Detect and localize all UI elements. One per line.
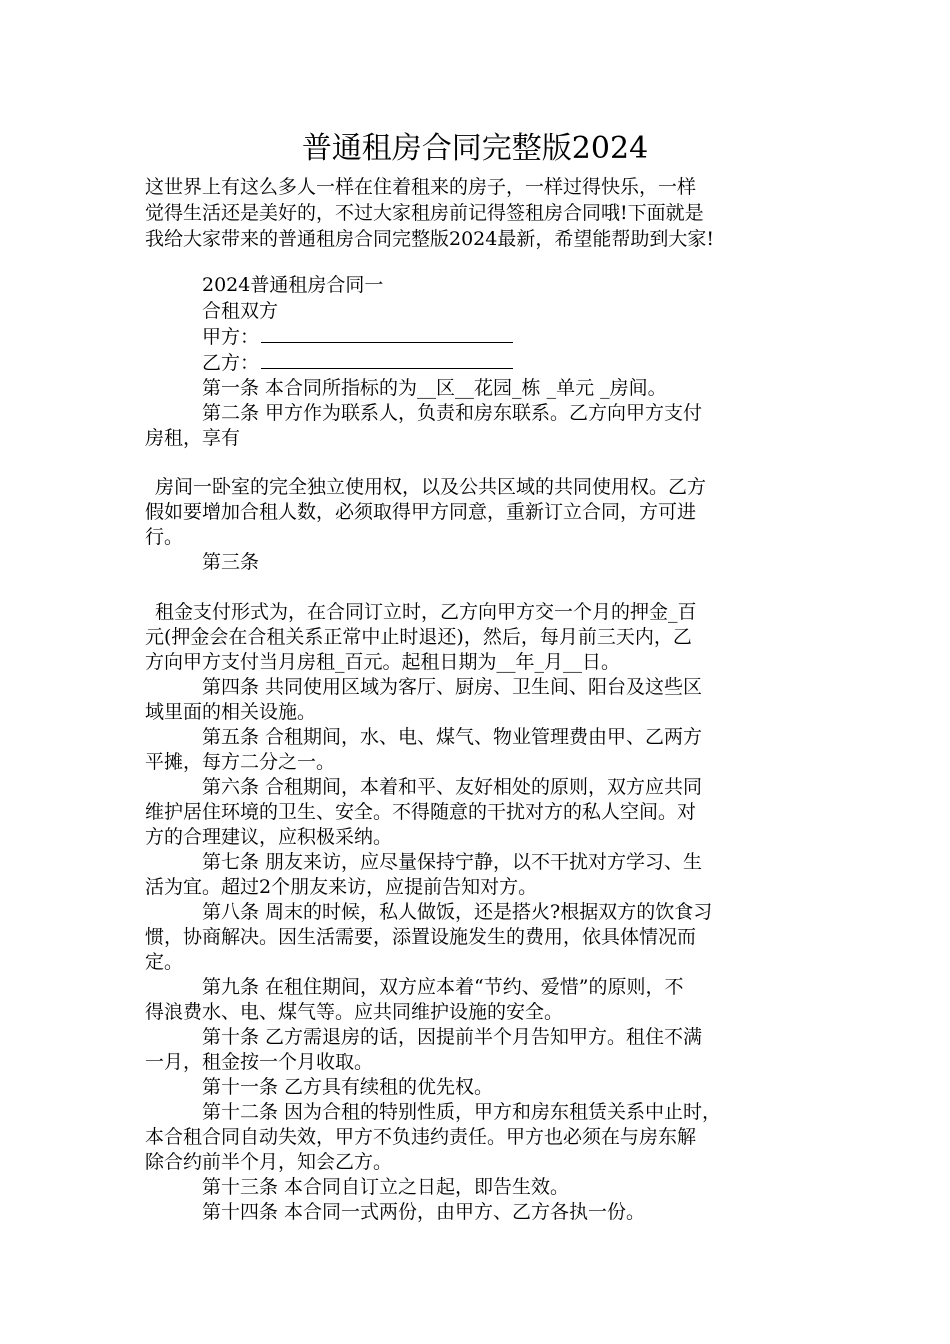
contract-heading: 2024普通租房合同一 [202,274,384,296]
article-12: 第十二条 因为合租的特别性质，甲方和房东租赁关系中止时， [202,1101,722,1123]
article-2-continued: 房间一卧室的完全独立使用权，以及公共区域的共同使用权。乙方 [155,476,707,498]
article-10: 第十条 乙方需退房的话，因提前半个月告知甲方。租住不满 [202,1026,703,1048]
document-title: 普通租房合同完整版2024 [301,131,649,166]
article-2-continued: 假如要增加合租人数，必须取得甲方同意，重新订立合同，方可进 [145,501,697,523]
intro-line: 我给大家带来的普通租房合同完整版2024最新，希望能帮助到大家! [145,228,714,250]
article-1: 第一条 本合同所指标的为__区__花园_栋 _单元 _房间。 [202,377,667,399]
article-12: 本合租合同自动失效，甲方不负违约责任。甲方也必须在与房东解 [145,1126,697,1148]
article-3-continued: 租金支付形式为，在合同订立时，乙方向甲方交一个月的押金_百 [155,601,697,623]
article-10: 一月，租金按一个月收取。 [145,1051,374,1073]
article-14: 第十四条 本合同一式两份，由甲方、乙方各执一份。 [202,1201,646,1223]
article-4: 域里面的相关设施。 [145,701,317,723]
article-3-continued: 元(押金会在合租关系正常中止时退还)，然后，每月前三天内，乙 [145,626,692,648]
article-13: 第十三条 本合同自订立之日起，即告生效。 [202,1176,570,1198]
article-9: 得浪费水、电、煤气等。应共同维护设施的安全。 [145,1001,564,1023]
parties-label: 合租双方 [202,300,279,322]
article-8: 第八条 周末的时候，私人做饭，还是搭火?根据双方的饮食习 [202,901,713,923]
article-5: 第五条 合租期间，水、电、煤气、物业管理费由甲、乙两方 [202,726,703,748]
party-a-blank [261,324,513,343]
article-4: 第四条 共同使用区域为客厅、厨房、卫生间、阳台及这些区 [202,676,703,698]
article-8: 定。 [145,951,184,973]
article-2-continued: 行。 [145,526,184,548]
article-7: 第七条 朋友来访，应尽量保持宁静，以不干扰对方学习、生 [202,851,703,873]
article-7: 活为宜。超过2个朋友来访，应提前告知对方。 [145,876,538,898]
article-5: 平摊，每方二分之一。 [145,751,336,773]
article-6: 方的合理建议，应积极采纳。 [145,826,393,848]
article-3-continued: 方向甲方支付当月房租_百元。起租日期为__年_月__日。 [145,651,621,673]
article-12: 除合约前半个月，知会乙方。 [145,1151,393,1173]
intro-line: 这世界上有这么多人一样在住着租来的房子，一样过得快乐，一样 [145,176,697,198]
party-a-line [202,324,513,350]
article-2: 第二条 甲方作为联系人，负责和房东联系。乙方向甲方支付 [202,402,703,424]
party-a-label: 甲方： [202,326,260,348]
article-9: 第九条 在租住期间，双方应本着“节约、爱惜”的原则，不 [202,976,684,998]
article-6: 第六条 合租期间，本着和平、友好相处的原则，双方应共同 [202,776,703,798]
article-2: 房租，享有 [145,427,241,449]
party-b-label: 乙方： [202,352,260,374]
article-8: 惯，协商解决。因生活需要，添置设施发生的费用，依具体情况而 [145,926,697,948]
article-3: 第三条 [202,551,260,573]
article-11: 第十一条 乙方具有续租的优先权。 [202,1076,494,1098]
party-b-line [202,350,513,376]
party-b-blank [261,350,513,369]
article-6: 维护居住环境的卫生、安全。不得随意的干扰对方的私人空间。对 [145,801,697,823]
intro-line: 觉得生活还是美好的，不过大家租房前记得签租房合同哦!下面就是 [145,202,704,224]
